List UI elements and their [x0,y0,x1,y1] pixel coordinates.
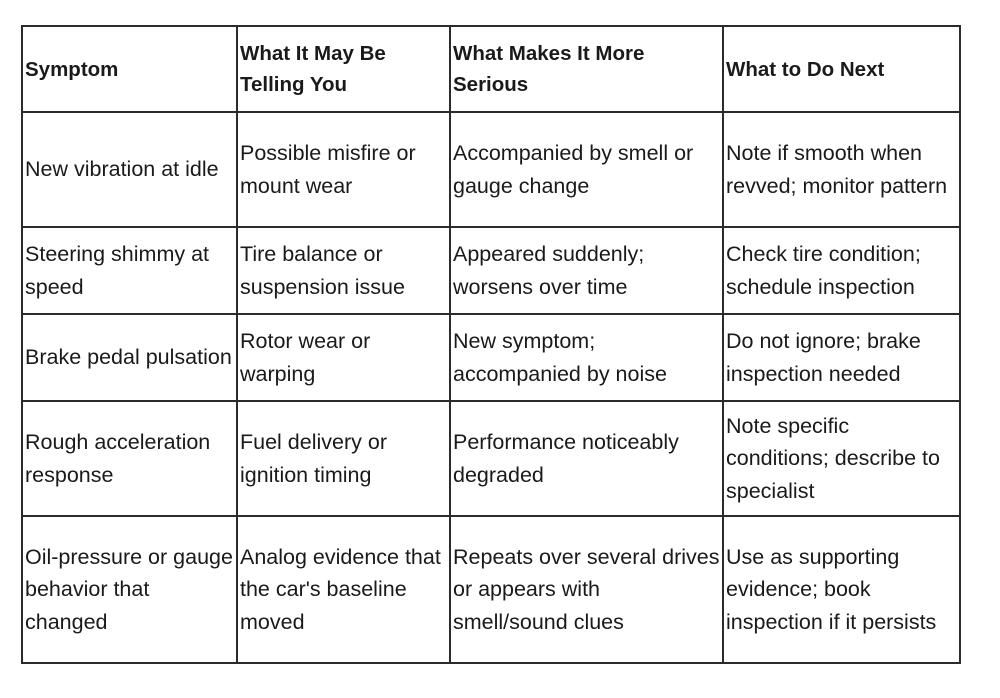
cell-symptom: Rough acceleration response [22,401,237,516]
cell-meaning: Possible misfire or mount wear [237,112,450,227]
cell-seriousness: Appeared suddenly; worsens over time [450,227,723,314]
cell-meaning: Fuel delivery or ignition timing [237,401,450,516]
table-row [22,516,960,663]
table-row [22,401,960,516]
header-next-step: What to Do Next [723,26,960,112]
cell-meaning: Analog evidence that the car's baseline moved [237,516,450,663]
cell-symptom: Oil-pressure or gauge behavior that changed [22,516,237,663]
symptom-table [21,25,961,664]
cell-seriousness: Performance noticeably degraded [450,401,723,516]
table-header-row [22,26,960,112]
table-row [22,112,960,227]
table-row [22,227,960,314]
cell-meaning: Tire balance or suspension issue [237,227,450,314]
cell-seriousness: Repeats over several drives or appears with smell/sound clues [450,516,723,663]
cell-seriousness: Accompanied by smell or gauge change [450,112,723,227]
header-symptom: Symptom [22,26,237,112]
cell-next-step: Note specific conditions; describe to specialist [723,401,960,516]
header-seriousness: What Makes It More Serious [450,26,723,112]
cell-next-step: Use as supporting evidence; book inspection if it persists [723,516,960,663]
cell-meaning: Rotor wear or warping [237,314,450,401]
cell-symptom: New vibration at idle [22,112,237,227]
cell-symptom: Steering shimmy at speed [22,227,237,314]
table-row [22,314,960,401]
cell-next-step: Note if smooth when revved; monitor pattern [723,112,960,227]
header-meaning: What It May Be Telling You [237,26,450,112]
cell-seriousness: New symptom; accompanied by noise [450,314,723,401]
cell-symptom: Brake pedal pulsation [22,314,237,401]
cell-next-step: Check tire condition; schedule inspection [723,227,960,314]
cell-next-step: Do not ignore; brake inspection needed [723,314,960,401]
